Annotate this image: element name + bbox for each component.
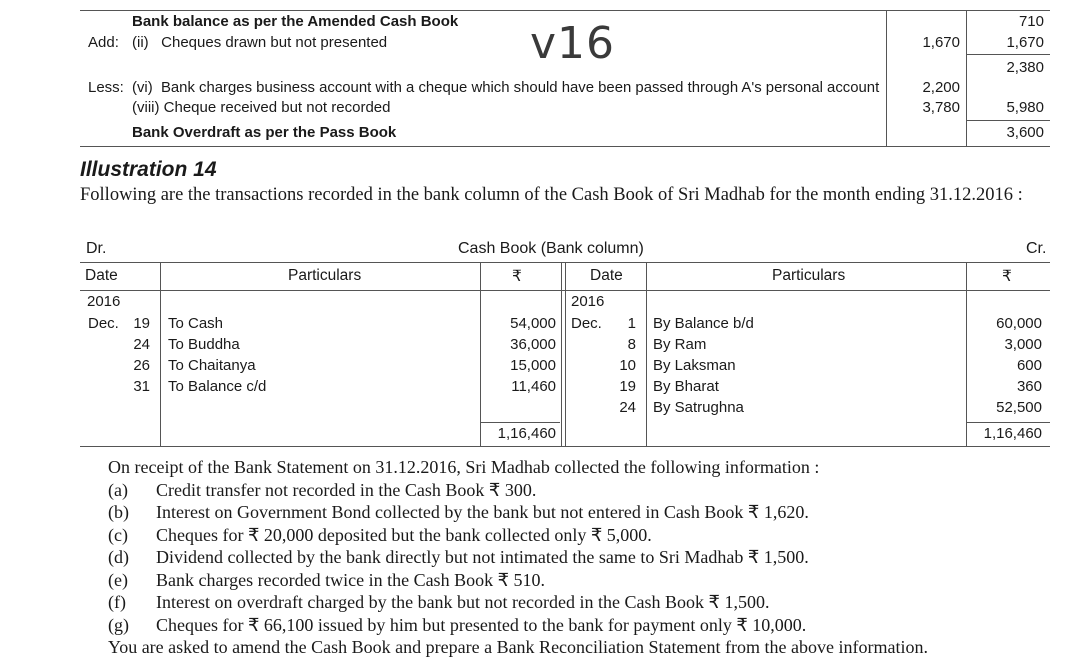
list-item bbox=[108, 591, 928, 614]
subtotal-amount: 2,380 bbox=[1006, 59, 1044, 76]
item-text: Cheques for ₹ 66,100 issued by him but presented to the bank for payment only ₹ 10,000. bbox=[156, 614, 807, 635]
credit-amount: 600 bbox=[1016, 357, 1042, 374]
credit-day: 19 bbox=[619, 378, 636, 395]
center-divider bbox=[565, 262, 566, 447]
center-divider bbox=[561, 262, 562, 447]
cr-label: Cr. bbox=[1026, 240, 1047, 257]
amended-balance-amount: 710 bbox=[1018, 13, 1044, 30]
info-lead bbox=[108, 456, 928, 479]
dr-label: Dr. bbox=[86, 240, 107, 257]
item-label: (f) bbox=[108, 592, 126, 612]
debit-particulars: To Balance c/d bbox=[168, 378, 267, 395]
info-closing bbox=[108, 636, 928, 659]
debit-month: Dec. bbox=[88, 315, 119, 332]
item-label: (d) bbox=[108, 547, 129, 567]
debit-particulars: To Chaitanya bbox=[168, 357, 256, 374]
illustration-title: Illustration 14 bbox=[80, 158, 217, 181]
credit-particulars: By Balance b/d bbox=[653, 315, 754, 332]
credit-amount-header: ₹ bbox=[1002, 268, 1012, 285]
cheques-not-presented-label: (ii) Cheques drawn but not presented bbox=[132, 34, 388, 51]
table-bottom-rule bbox=[80, 146, 1050, 147]
credit-amount: 52,500 bbox=[996, 399, 1042, 416]
column-divider bbox=[160, 262, 161, 447]
credit-day: 24 bbox=[619, 399, 636, 416]
item-label: (g) bbox=[108, 614, 129, 635]
cheques-not-presented-amount: 1,670 bbox=[1006, 34, 1044, 51]
debit-particulars: To Cash bbox=[168, 315, 224, 332]
list-item bbox=[108, 546, 928, 569]
column-divider bbox=[480, 262, 481, 447]
cheques-not-presented-inner-amount: 1,670 bbox=[922, 34, 960, 51]
cash-book-title: Cash Book (Bank column) bbox=[458, 240, 644, 257]
overdraft-label: Bank Overdraft as per the Pass Book bbox=[132, 124, 397, 141]
credit-amount: 60,000 bbox=[996, 315, 1042, 332]
debit-day: 26 bbox=[133, 357, 150, 374]
credit-particulars-header: Particulars bbox=[772, 267, 846, 284]
debit-amount: 36,000 bbox=[510, 336, 556, 353]
debit-particulars-header: Particulars bbox=[288, 267, 362, 284]
debit-day: 24 bbox=[133, 336, 150, 353]
credit-year: 2016 bbox=[571, 293, 605, 310]
table-top-rule bbox=[80, 10, 1050, 11]
credit-day: 1 bbox=[627, 315, 636, 332]
debit-day: 19 bbox=[133, 315, 150, 332]
amended-balance-label: Bank balance as per the Amended Cash Book bbox=[132, 13, 459, 30]
debit-amount-header: ₹ bbox=[512, 268, 522, 285]
cheque-not-recorded-amount: 3,780 bbox=[922, 99, 960, 116]
bank-charges-label: (vi) Bank charges business account with a cheque which should have been passed through A's personal account bbox=[132, 79, 880, 96]
item-text: Interest on Government Bond collected by the bank but not entered in Cash Book ₹ 1,620. bbox=[156, 502, 809, 522]
credit-amount: 3,000 bbox=[1004, 336, 1042, 353]
debit-date-header: Date bbox=[85, 267, 118, 284]
column-divider bbox=[646, 262, 647, 447]
debit-amount: 11,460 bbox=[511, 378, 556, 395]
add-label: Add: bbox=[88, 34, 119, 51]
list-item bbox=[108, 479, 928, 502]
debit-total: 1,16,460 bbox=[497, 425, 556, 442]
credit-particulars: By Satrughna bbox=[653, 399, 744, 416]
cheque-not-recorded-label: (viii) Cheque received but not recorded bbox=[132, 99, 391, 116]
item-text: Dividend collected by the bank directly but not intimated the same to Sri Madhab ₹ 1,500. bbox=[156, 547, 809, 567]
watermark-text: v16 bbox=[530, 18, 616, 69]
credit-month: Dec. bbox=[571, 315, 602, 332]
illustration-intro: Following are the transactions recorded in the bank column of the Cash Book of Sri Madhab for the month ending 31.12.2016 : bbox=[80, 185, 1023, 205]
list-item bbox=[108, 569, 928, 592]
item-text: Cheques for ₹ 20,000 deposited but the bank collected only ₹ 5,000. bbox=[156, 524, 652, 545]
column-divider bbox=[966, 262, 967, 447]
debit-amount: 54,000 bbox=[510, 315, 556, 332]
item-text: Bank charges recorded twice in the Cash Book ₹ 510. bbox=[156, 569, 546, 590]
debit-amount: 15,000 bbox=[510, 357, 556, 374]
overdraft-amount: 3,600 bbox=[1006, 124, 1044, 141]
credit-total: 1,16,460 bbox=[983, 425, 1042, 442]
bank-charges-amount: 2,200 bbox=[922, 79, 960, 96]
item-text: Interest on overdraft charged by the bank but not recorded in the Cash Book ₹ 1,500. bbox=[156, 592, 770, 612]
credit-particulars: By Laksman bbox=[653, 357, 736, 374]
credit-amount: 360 bbox=[1016, 378, 1042, 395]
cash-book-table bbox=[80, 262, 1050, 447]
item-label: (a) bbox=[108, 479, 128, 500]
info-lead-text: On receipt of the Bank Statement on 31.12.2016, Sri Madhab collected the following information : bbox=[108, 457, 820, 477]
debit-day: 31 bbox=[133, 378, 150, 395]
credit-date-header: Date bbox=[590, 267, 623, 284]
item-label: (e) bbox=[108, 569, 128, 590]
subtotal-rule bbox=[966, 54, 1050, 55]
list-item bbox=[108, 614, 928, 637]
debit-particulars: To Buddha bbox=[168, 336, 240, 353]
less-total-amount: 5,980 bbox=[1006, 99, 1044, 116]
column-divider bbox=[886, 10, 887, 146]
item-label: (c) bbox=[108, 524, 128, 545]
credit-particulars: By Ram bbox=[653, 336, 707, 353]
column-divider bbox=[966, 10, 967, 146]
credit-day: 10 bbox=[619, 357, 636, 374]
item-text: Credit transfer not recorded in the Cash Book ₹ 300. bbox=[156, 479, 537, 500]
credit-day: 8 bbox=[627, 336, 636, 353]
subtotal-rule bbox=[966, 120, 1050, 121]
credit-particulars: By Bharat bbox=[653, 378, 719, 395]
bank-statement-information bbox=[108, 456, 928, 659]
item-label: (b) bbox=[108, 502, 129, 522]
less-label: Less: bbox=[88, 79, 124, 96]
info-closing-text: You are asked to amend the Cash Book and prepare a Bank Reconciliation Statement from the above information. bbox=[108, 637, 928, 657]
list-item bbox=[108, 524, 928, 547]
debit-year: 2016 bbox=[87, 293, 121, 310]
list-item bbox=[108, 501, 928, 524]
